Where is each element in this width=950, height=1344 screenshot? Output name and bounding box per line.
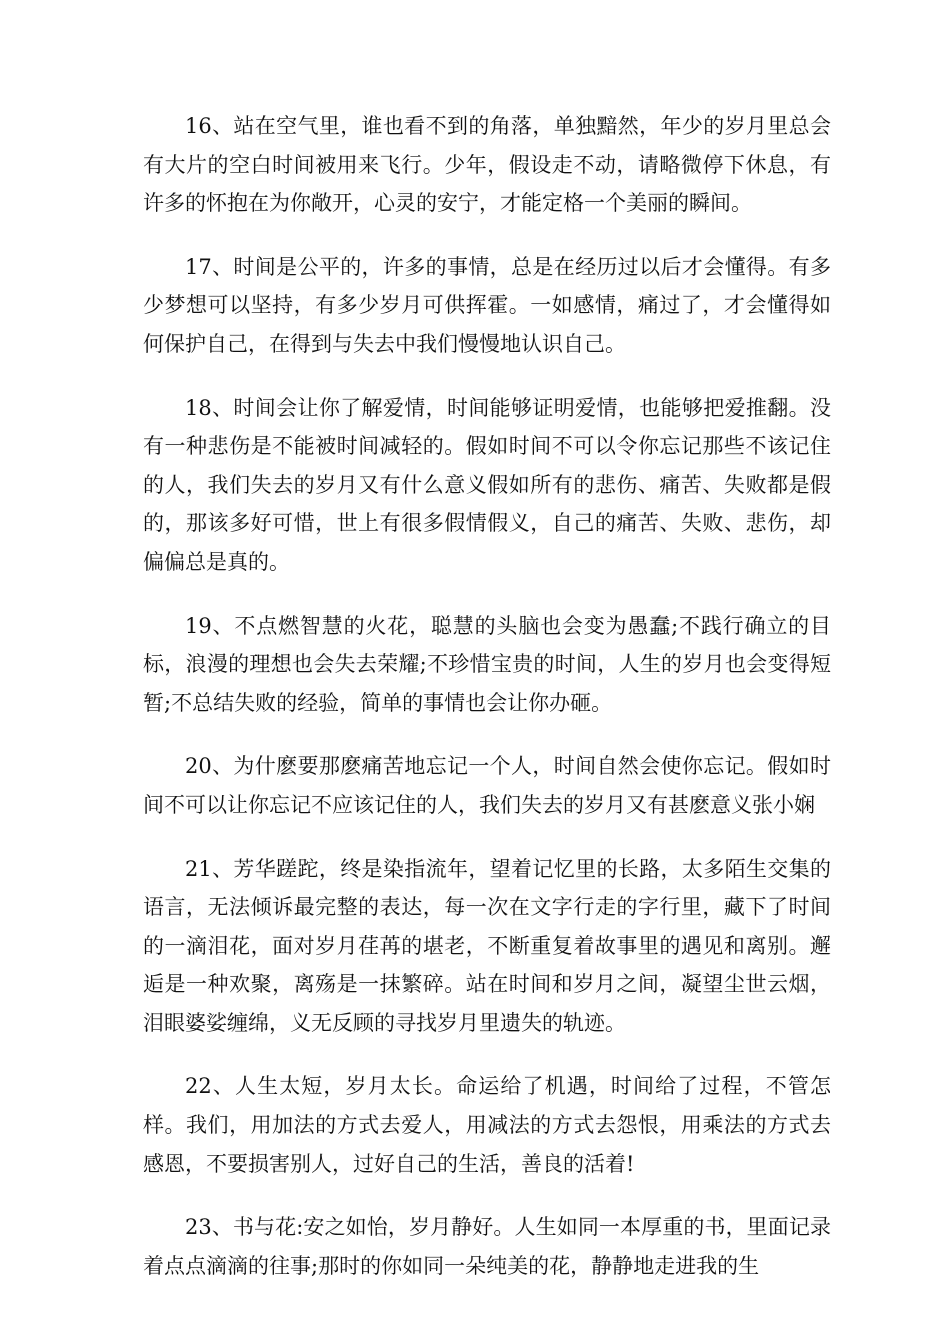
paragraph-23: 23、书与花:安之如怡，岁月静好。人生如同一本厚重的书，里面记录着点点滴滴的往事;那时的你如同一朵纯美的花，静静地走进我的生 xyxy=(143,1215,831,1278)
paragraph-16: 16、站在空气里，谁也看不到的角落，单独黯然，年少的岁月里总会有大片的空白时间被用来飞行。少年，假设走不动，请略微停下休息，有许多的怀抱在为你敞开，心灵的安宁，才能定格一个美丽的瞬间。 xyxy=(143,114,831,216)
paragraph-22: 22、人生太短，岁月太长。命运给了机遇，时间给了过程，不管怎样。我们，用加法的方式去爱人，用减法的方式去怨恨，用乘法的方式去感恩，不要损害别人，过好自己的生活，善良的活着! xyxy=(143,1074,831,1176)
paragraph-20: 20、为什麽要那麽痛苦地忘记一个人，时间自然会使你忘记。假如时间不可以让你忘记不应该记住的人，我们失去的岁月又有甚麽意义张小娴 xyxy=(143,754,831,817)
paragraph-18: 18、时间会让你了解爱情，时间能够证明爱情，也能够把爱推翻。没有一种悲伤是不能被时间减轻的。假如时间不可以令你忘记那些不该记住的人，我们失去的岁月又有什么意义假如所有的悲伤、痛苦、失败都是假的，那该多好可惜，世上有很多假情假义，自己的痛苦、失败、悲伤，却偏偏总是真的。 xyxy=(143,395,831,574)
paragraph-21: 21、芳华蹉跎，终是染指流年，望着记忆里的长路，太多陌生交集的语言，无法倾诉最完整的表达，每一次在文字行走的字行里，藏下了时间的一滴泪花，面对岁月荏苒的堪老，不断重复着故事里的遇见和离别。邂逅是一种欢聚，离殇是一抹繁碎。站在时间和岁月之间，凝望尘世云烟，泪眼婆娑缠绵，义无反顾的寻找岁月里遗失的轨迹。 xyxy=(143,856,831,1035)
document-body xyxy=(143,107,831,1310)
paragraph-17: 17、时间是公平的，许多的事情，总是在经历过以后才会懂得。有多少梦想可以坚持，有多少岁月可供挥霍。一如感情，痛过了，才会懂得如何保护自己，在得到与失去中我们慢慢地认识自己。 xyxy=(143,254,831,356)
paragraph-19: 19、不点燃智慧的火花，聪慧的头脑也会变为愚蠢;不践行确立的目标，浪漫的理想也会失去荣耀;不珍惜宝贵的时间，人生的岁月也会变得短暂;不总结失败的经验，简单的事情也会让你办砸。 xyxy=(143,613,831,715)
